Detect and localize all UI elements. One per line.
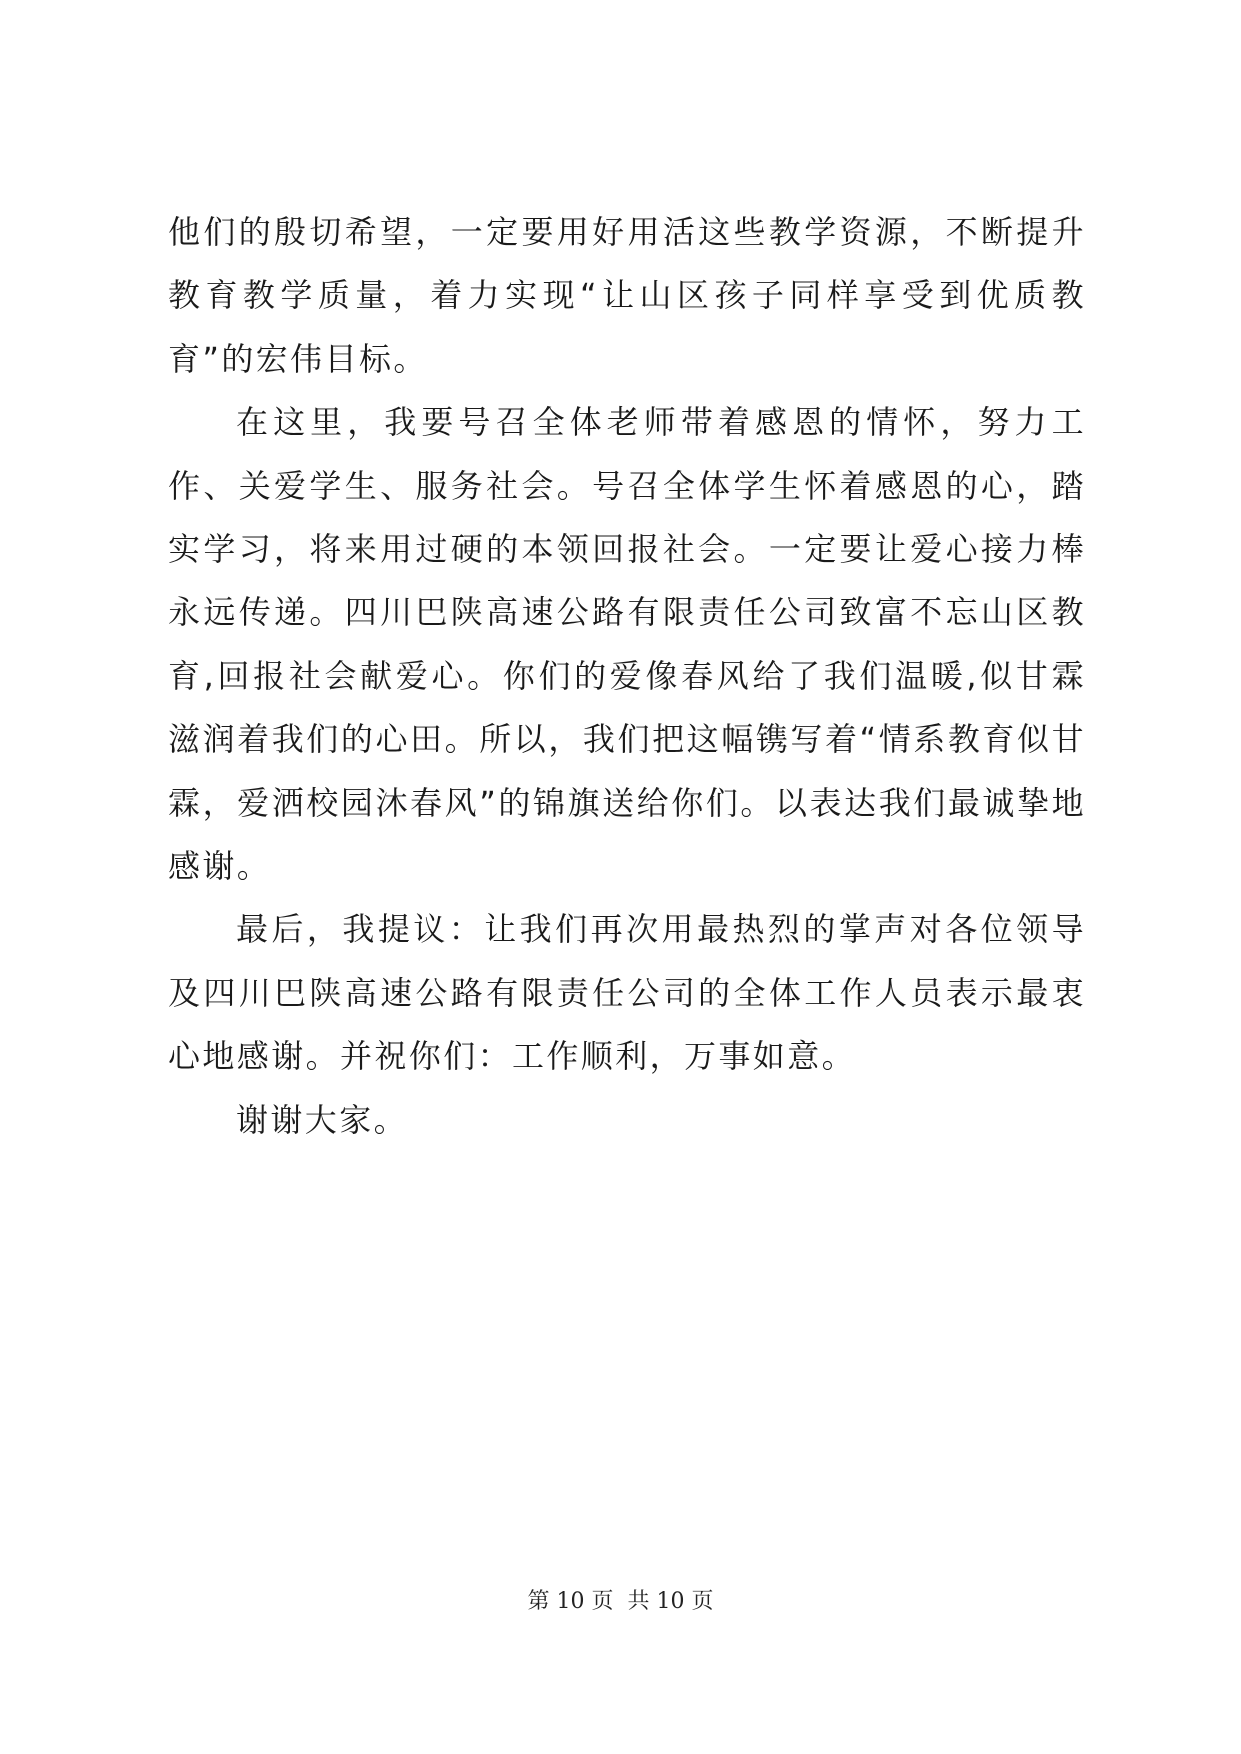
- body-text: [168, 201, 1086, 1152]
- paragraph-appeal: 在这里，我要号召全体老师带着感恩的情怀，努力工作、关爱学生、服务社会。号召全体学生怀着感恩的心，踏实学习，将来用过硬的本领回报社会。一定要让爱心接力棒永远传递。四川巴陕高速公路有限责任公司致富不忘山区教育,回报社会献爱心。你们的爱像春风给了我们温暖,似甘霖滋润着我们的心田。所以，我们把这幅镌写着“情系教育似甘霖，爱洒校园沐春风”的锦旗送给你们。以表达我们最诚挚地感谢。: [168, 403, 1086, 886]
- paragraph-thanks: 谢谢大家。: [236, 1100, 409, 1139]
- page-number-label: 第 10 页 共 10 页: [527, 1589, 714, 1614]
- page-footer: [0, 1587, 1241, 1617]
- paragraph-continuation: 他们的殷切希望，一定要用好用活这些教学资源，不断提升教育教学质量，着力实现“让山区孩子同样享受到优质教育”的宏伟目标。: [168, 213, 1086, 378]
- paragraph-closing-proposal: 最后，我提议：让我们再次用最热烈的掌声对各位领导及四川巴陕高速公路有限责任公司的全体工作人员表示最衷心地感谢。并祝你们：工作顺利，万事如意。: [168, 910, 1086, 1076]
